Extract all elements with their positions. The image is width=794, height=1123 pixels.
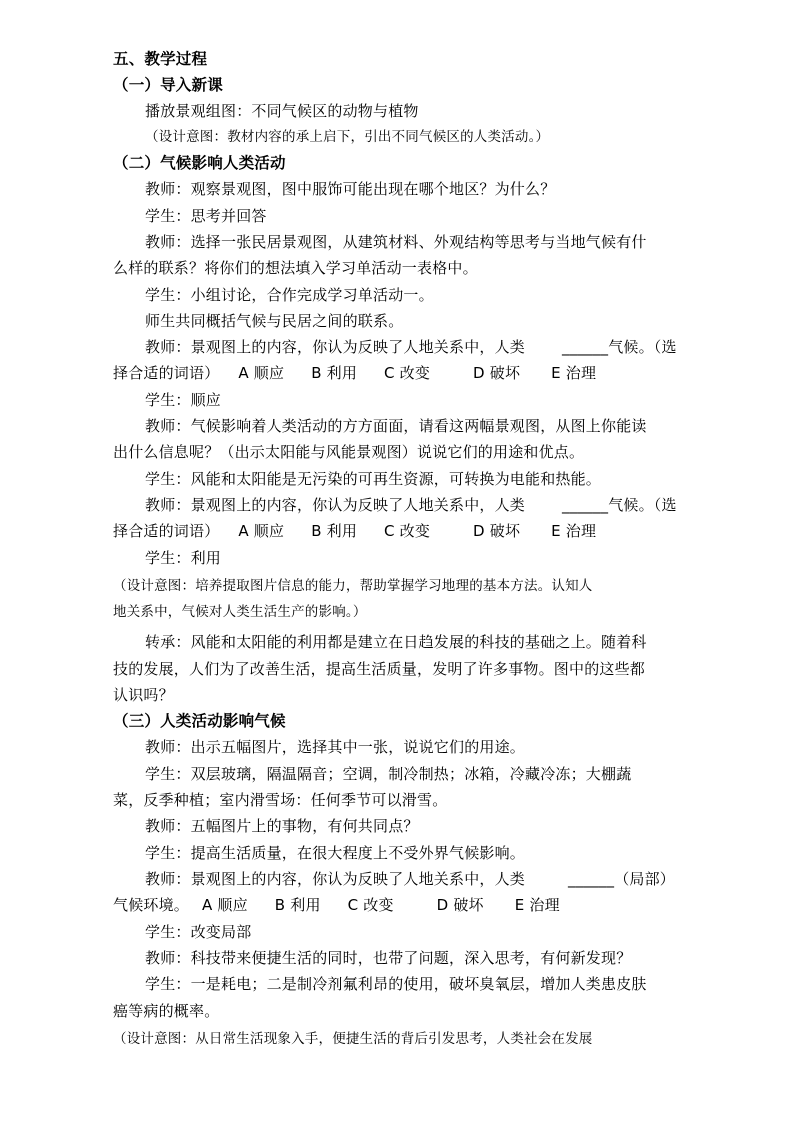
paragraph-line: 师生共同概括气候与民居之间的联系。 (145, 312, 404, 330)
option-b: B 利用 (311, 522, 358, 540)
option-d: D 破坏 (473, 522, 521, 540)
paragraph-line: 技的发展，人们为了改善生活，提高生活质量，发明了许多事物。图中的这些都 (113, 660, 646, 678)
paragraph-line: 出什么信息呢？（出示太阳能与风能景观图）说说它们的用途和优点。 (113, 443, 585, 461)
paragraph-line: 癌等病的概率。 (113, 1002, 220, 1020)
option-c: C 改变 (347, 896, 394, 914)
paragraph-line: 学生：顺应 (145, 391, 222, 409)
paragraph-line: 教师：观察景观图，图中服饰可能出现在哪个地区？为什么？ (145, 180, 556, 198)
paragraph-line: 么样的联系？将你们的想法填入学习单活动一表格中。 (113, 259, 478, 277)
paragraph-line: 教师：选择一张民居景观图，从建筑材料、外观结构等思考与当地气候有什 (145, 233, 647, 251)
section-title: 五、教学过程 (113, 50, 208, 68)
paragraph-text: 气候环境。 (113, 896, 190, 914)
paragraph-line: 教师：出示五幅图片，选择其中一张，说说它们的用途。 (145, 738, 526, 756)
part3-heading: （三）人类活动影响气候 (113, 712, 286, 730)
paragraph-line: 转承：风能和太阳能的利用都是建立在日趋发展的科技的基础之上。随着科 (145, 633, 647, 651)
paragraph-line: 学生：思考并回答 (145, 207, 267, 225)
option-c: C 改变 (384, 364, 431, 382)
option-c: C 改变 (384, 522, 431, 540)
option-e: E 治理 (551, 364, 597, 382)
design-note: 地关系中，气候对人类生活生产的影响。） (113, 604, 367, 620)
option-b: B 利用 (311, 364, 358, 382)
paragraph-line (113, 363, 596, 383)
option-d: D 破坏 (473, 364, 521, 382)
paragraph-line: 教师：景观图上的内容，你认为反映了人地关系中，人类 (145, 338, 526, 356)
design-note: （设计意图：培养提取图片信息的能力，帮助掌握学习地理的基本方法。认知人 (113, 578, 593, 594)
option-d: D 破坏 (436, 896, 484, 914)
paragraph-line: 学生：双层玻璃，隔温隔音；空调，制冷制热；冰箱，冷藏冷冻；大棚蔬 (145, 765, 632, 783)
paragraph-line (113, 521, 596, 541)
paragraph-line: 学生：风能和太阳能是无污染的可再生资源，可转换为电能和热能。 (145, 470, 602, 488)
paragraph-line: 学生：改变局部 (145, 923, 252, 941)
paragraph-line: 教师：五幅图片上的事物，有何共同点？ (145, 817, 419, 835)
paragraph-line: 教师：景观图上的内容，你认为反映了人地关系中，人类 (145, 870, 526, 888)
paragraph-text: 择合适的词语） (113, 522, 220, 540)
paragraph-line: 学生：提高生活质量，在很大程度上不受外界气候影响。 (145, 844, 526, 862)
paragraph-line: 学生：小组讨论，合作完成学习单活动一。 (145, 286, 434, 304)
blank-line: ______（局部） (568, 870, 676, 888)
paragraph-line: 教师：科技带来便捷生活的同时，也带了问题，深入思考，有何新发现？ (145, 949, 632, 967)
option-e: E 治理 (551, 522, 597, 540)
option-b: B 利用 (274, 896, 321, 914)
design-note: （设计意图：从日常生活现象入手，便捷生活的背后引发思考，人类社会在发展 (113, 1031, 593, 1047)
paragraph-line (113, 895, 560, 915)
paragraph-text: 择合适的词语） (113, 364, 220, 382)
blank-line: ______气候。（选 (562, 338, 677, 356)
paragraph-line: 播放景观组图：不同气候区的动物与植物 (145, 102, 419, 120)
paragraph-line: 教师：景观图上的内容，你认为反映了人地关系中，人类 (145, 496, 526, 514)
option-a: A 顺应 (238, 364, 285, 382)
blank-line: ______气候。（选 (562, 496, 677, 514)
option-a: A 顺应 (238, 522, 285, 540)
design-note: （设计意图：教材内容的承上启下，引出不同气候区的人类活动。） (145, 129, 550, 145)
part1-heading: （一）导入新课 (113, 76, 223, 94)
part2-heading: （二）气候影响人类活动 (113, 154, 286, 172)
paragraph-line: 学生：一是耗电；二是制冷剂氟利昂的使用，破坏臭氧层，增加人类患皮肤 (145, 975, 647, 993)
paragraph-line: 菜，反季种植；室内滑雪场：任何季节可以滑雪。 (113, 791, 448, 809)
paragraph-line: 教师：气候影响着人类活动的方方面面，请看这两幅景观图，从图上你能读 (145, 417, 647, 435)
paragraph-line: 认识吗？ (113, 686, 174, 704)
option-a: A 顺应 (201, 896, 248, 914)
option-e: E 治理 (514, 896, 560, 914)
paragraph-line: 学生：利用 (145, 549, 222, 567)
